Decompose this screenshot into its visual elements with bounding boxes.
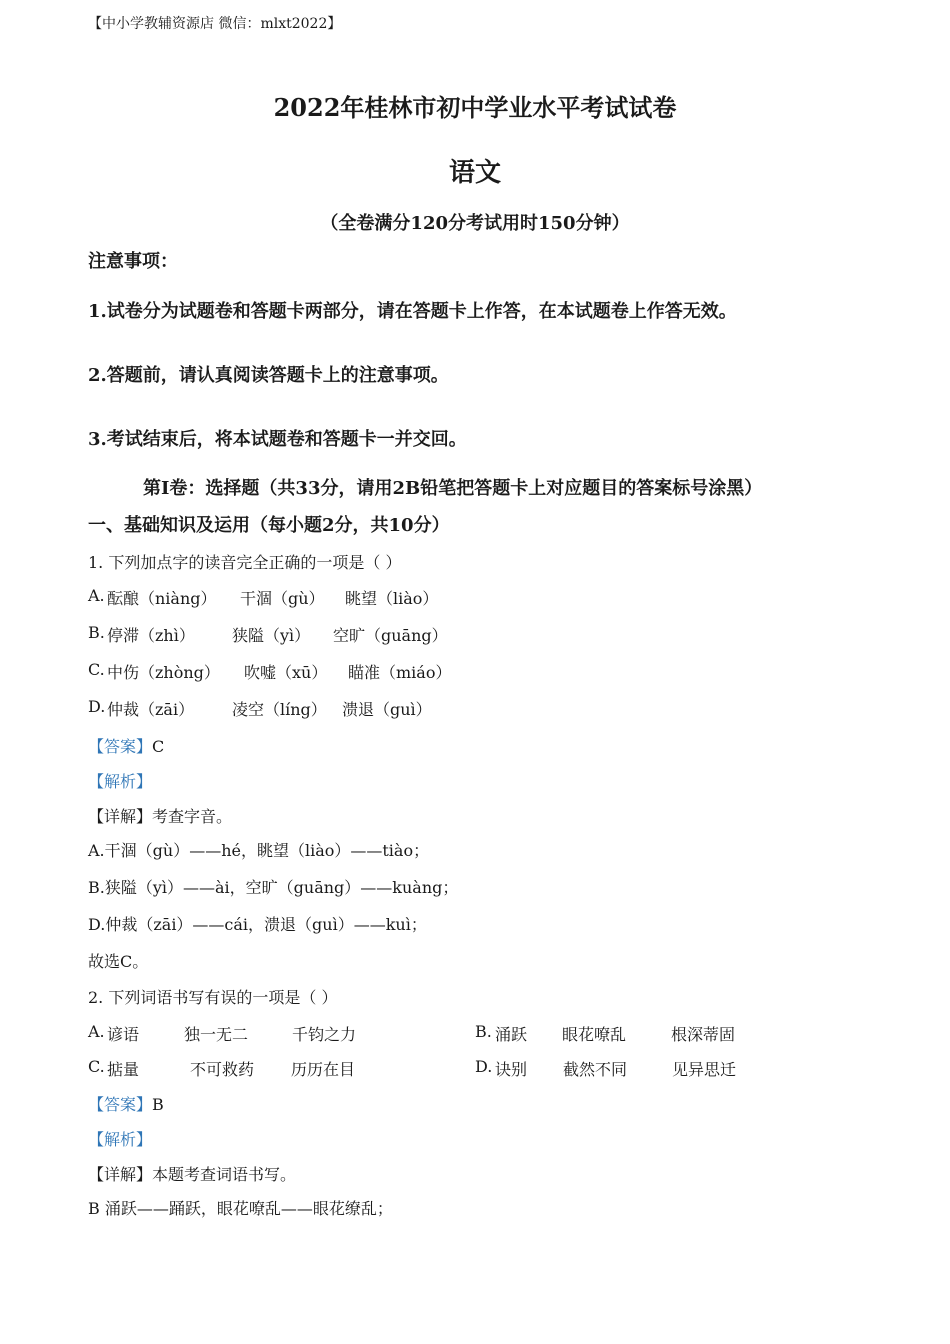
q1-analysis-tag: 【解析】 (88, 772, 153, 791)
option-letter: C. (88, 660, 105, 679)
q1-detail-line: 【详解】考查字音。 (88, 807, 233, 826)
option-item: 仲裁（zāi） (107, 700, 195, 719)
q2-detail-line: B 涌跃——踊跃，眼花嘹乱——眼花缭乱； (88, 1199, 393, 1218)
option-item: 千钧之力 (292, 1025, 357, 1044)
subject-title: 语文 (448, 158, 501, 188)
exam-title: 2022年桂林市初中学业水平考试试卷 (273, 93, 677, 122)
exam-meta: （全卷满分120分考试用时150分钟） (320, 213, 630, 234)
option-item: 停滞（zhì） (107, 626, 195, 645)
q1-detail-line: 故选C。 (88, 952, 149, 971)
q1-detail-line: D.仲裁（zāi）——cái，溃退（guì）——kuì； (88, 915, 427, 934)
option-item: 凌空（líng） (232, 700, 327, 719)
option-letter: B. (475, 1022, 492, 1041)
option-item: 眼花嘹乱 (562, 1025, 627, 1044)
answer-value: B (152, 1095, 164, 1114)
option-letter: D. (475, 1057, 493, 1076)
option-letter: C. (88, 1057, 105, 1076)
option-item: 干涸（gù） (240, 589, 325, 608)
option-item: 不可救药 (190, 1060, 255, 1079)
notice-item-2: 2.答题前，请认真阅读答题卡上的注意事项。 (88, 365, 449, 386)
answer-tag: 【答案】 (88, 1095, 153, 1114)
notice-item-3: 3.考试结束后，将本试题卷和答题卡一并交回。 (88, 429, 467, 450)
option-item: 空旷（guāng） (333, 626, 448, 645)
option-item: 独一无二 (184, 1025, 249, 1044)
q1-answer (88, 734, 164, 757)
q1-detail-line: B.狭隘（yì）——ài，空旷（guāng）——kuàng； (88, 878, 459, 897)
option-item: 诀别 (495, 1060, 528, 1079)
part1-title: 第Ⅰ卷：选择题（共33分，请用2B铅笔把答题卡上对应题目的答案标号涂黑） (143, 478, 763, 499)
header-note: 【中小学教辅资源店 微信：mlxt2022】 (88, 16, 342, 32)
option-item: 吹嘘（xū） (244, 663, 328, 682)
option-letter: A. (88, 1022, 105, 1041)
answer-tag: 【答案】 (88, 737, 153, 756)
q1-stem: 1. 下列加点字的读音完全正确的一项是（ ） (88, 553, 402, 572)
notice-item-1: 1.试卷分为试题卷和答题卡两部分，请在答题卡上作答，在本试题卷上作答无效。 (88, 301, 737, 322)
answer-value: C (152, 737, 165, 756)
option-item: 瞄准（miáo） (348, 663, 452, 682)
option-item: 见异思迁 (672, 1060, 737, 1079)
option-letter: D. (88, 697, 106, 716)
option-item: 眺望（liào） (345, 589, 439, 608)
option-item: 谚语 (107, 1025, 140, 1044)
q2-detail-line: 【详解】本题考查词语书写。 (88, 1165, 297, 1184)
q2-analysis-tag: 【解析】 (88, 1130, 153, 1149)
option-item: 溃退（guì） (342, 700, 432, 719)
option-item: 截然不同 (563, 1060, 628, 1079)
option-item: 酝酿（niàng） (107, 589, 217, 608)
q2-answer (88, 1092, 164, 1115)
notice-heading: 注意事项： (88, 251, 178, 272)
option-item: 掂量 (107, 1060, 140, 1079)
option-item: 历历在目 (291, 1060, 356, 1079)
option-item: 根深蒂固 (671, 1025, 736, 1044)
option-item: 涌跃 (495, 1025, 528, 1044)
option-letter: A. (88, 586, 105, 605)
option-letter: B. (88, 623, 105, 642)
section1-title: 一、基础知识及运用（每小题2分，共10分） (88, 515, 450, 536)
option-item: 狭隘（yì） (232, 626, 311, 645)
q2-stem: 2. 下列词语书写有误的一项是（ ） (88, 988, 338, 1007)
q1-detail-line: A.干涸（gù）——hé，眺望（liào）——tiào； (88, 841, 430, 860)
option-item: 中伤（zhòng） (107, 663, 220, 682)
